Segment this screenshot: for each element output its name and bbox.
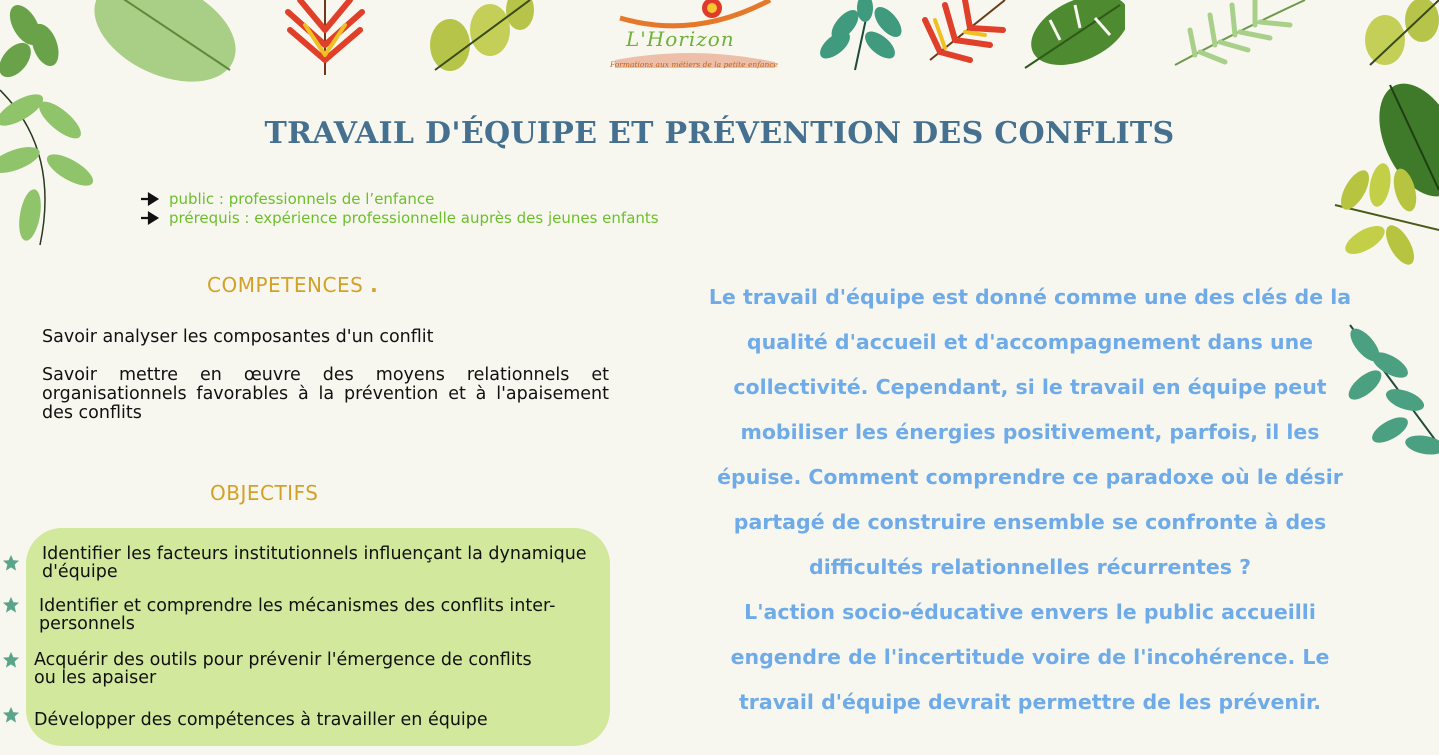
star-icon	[2, 706, 20, 724]
objective-item: Acquérir des outils pour prévenir l'émergence de conflits ou les apaiser	[34, 650, 532, 688]
objective-item: Identifier les facteurs institutionnels influençant la dynamique d'équipe	[42, 544, 587, 582]
leaf-decoration-olive-corner	[1350, 0, 1439, 70]
leaf-decoration-red-left	[280, 0, 370, 80]
audience-text: public : professionnels de l’enfance	[169, 189, 435, 208]
star-icon	[2, 554, 20, 572]
audience-item	[140, 208, 659, 227]
leaf-decoration-olive-top	[425, 0, 535, 75]
audience-list	[140, 189, 659, 227]
competence-item: Savoir analyser les composantes d'un conflit	[42, 327, 434, 347]
page-title: TRAVAIL D'ÉQUIPE ET PRÉVENTION DES CONFLITS	[264, 116, 1175, 151]
objective-item: Développer des compétences à travailler en équipe	[34, 710, 488, 730]
competence-item: Savoir mettre en œuvre des moyens relationnels et organisationnels favorables à la prévention et à l'apaisement des conflits	[42, 365, 609, 423]
arrow-right-icon	[140, 192, 160, 206]
competences-heading-mark: .	[370, 273, 379, 297]
logo	[600, 0, 790, 78]
audience-item	[140, 189, 659, 208]
arrow-right-icon	[140, 211, 160, 225]
competences-heading-text: COMPETENCES	[207, 273, 364, 297]
logo-tagline: Formations aux métiers de la petite enfance	[610, 60, 778, 69]
logo-name: L'Horizon	[626, 27, 735, 51]
description-paragraph: Le travail d'équipe est donné comme une des clés de la qualité d'accueil et d'accompagnement dans une collectivité. Cependant, si le travail en équipe peut mobiliser les énergies positivement, parfois, il les épuise. Comment comprendre ce paradoxe où le désir partagé de construire ensemble se confronte à des difficultés relationnelles récurrentes ?	[708, 285, 1352, 579]
star-icon	[2, 651, 20, 669]
objectifs-heading: OBJECTIFS	[210, 481, 319, 505]
leaf-decoration-monstera-right	[1020, 0, 1125, 70]
leaf-decoration-fern-top	[1170, 0, 1310, 70]
prerequisite-text: prérequis : expérience professionnelle auprès des jeunes enfants	[169, 208, 659, 227]
description-paragraph: L'action socio-éducative envers le public accueilli engendre de l'incertitude voire de l'incohérence. Le travail d'équipe devrait permettre de les prévenir.	[730, 600, 1330, 714]
objective-item: Identifier et comprendre les mécanismes des conflits inter-personnels	[39, 596, 556, 634]
star-icon	[2, 596, 20, 614]
description	[700, 275, 1360, 725]
competences-heading	[207, 273, 378, 297]
leaf-decoration-teal-top	[810, 0, 905, 72]
leaf-decoration-red-right	[915, 0, 1010, 65]
